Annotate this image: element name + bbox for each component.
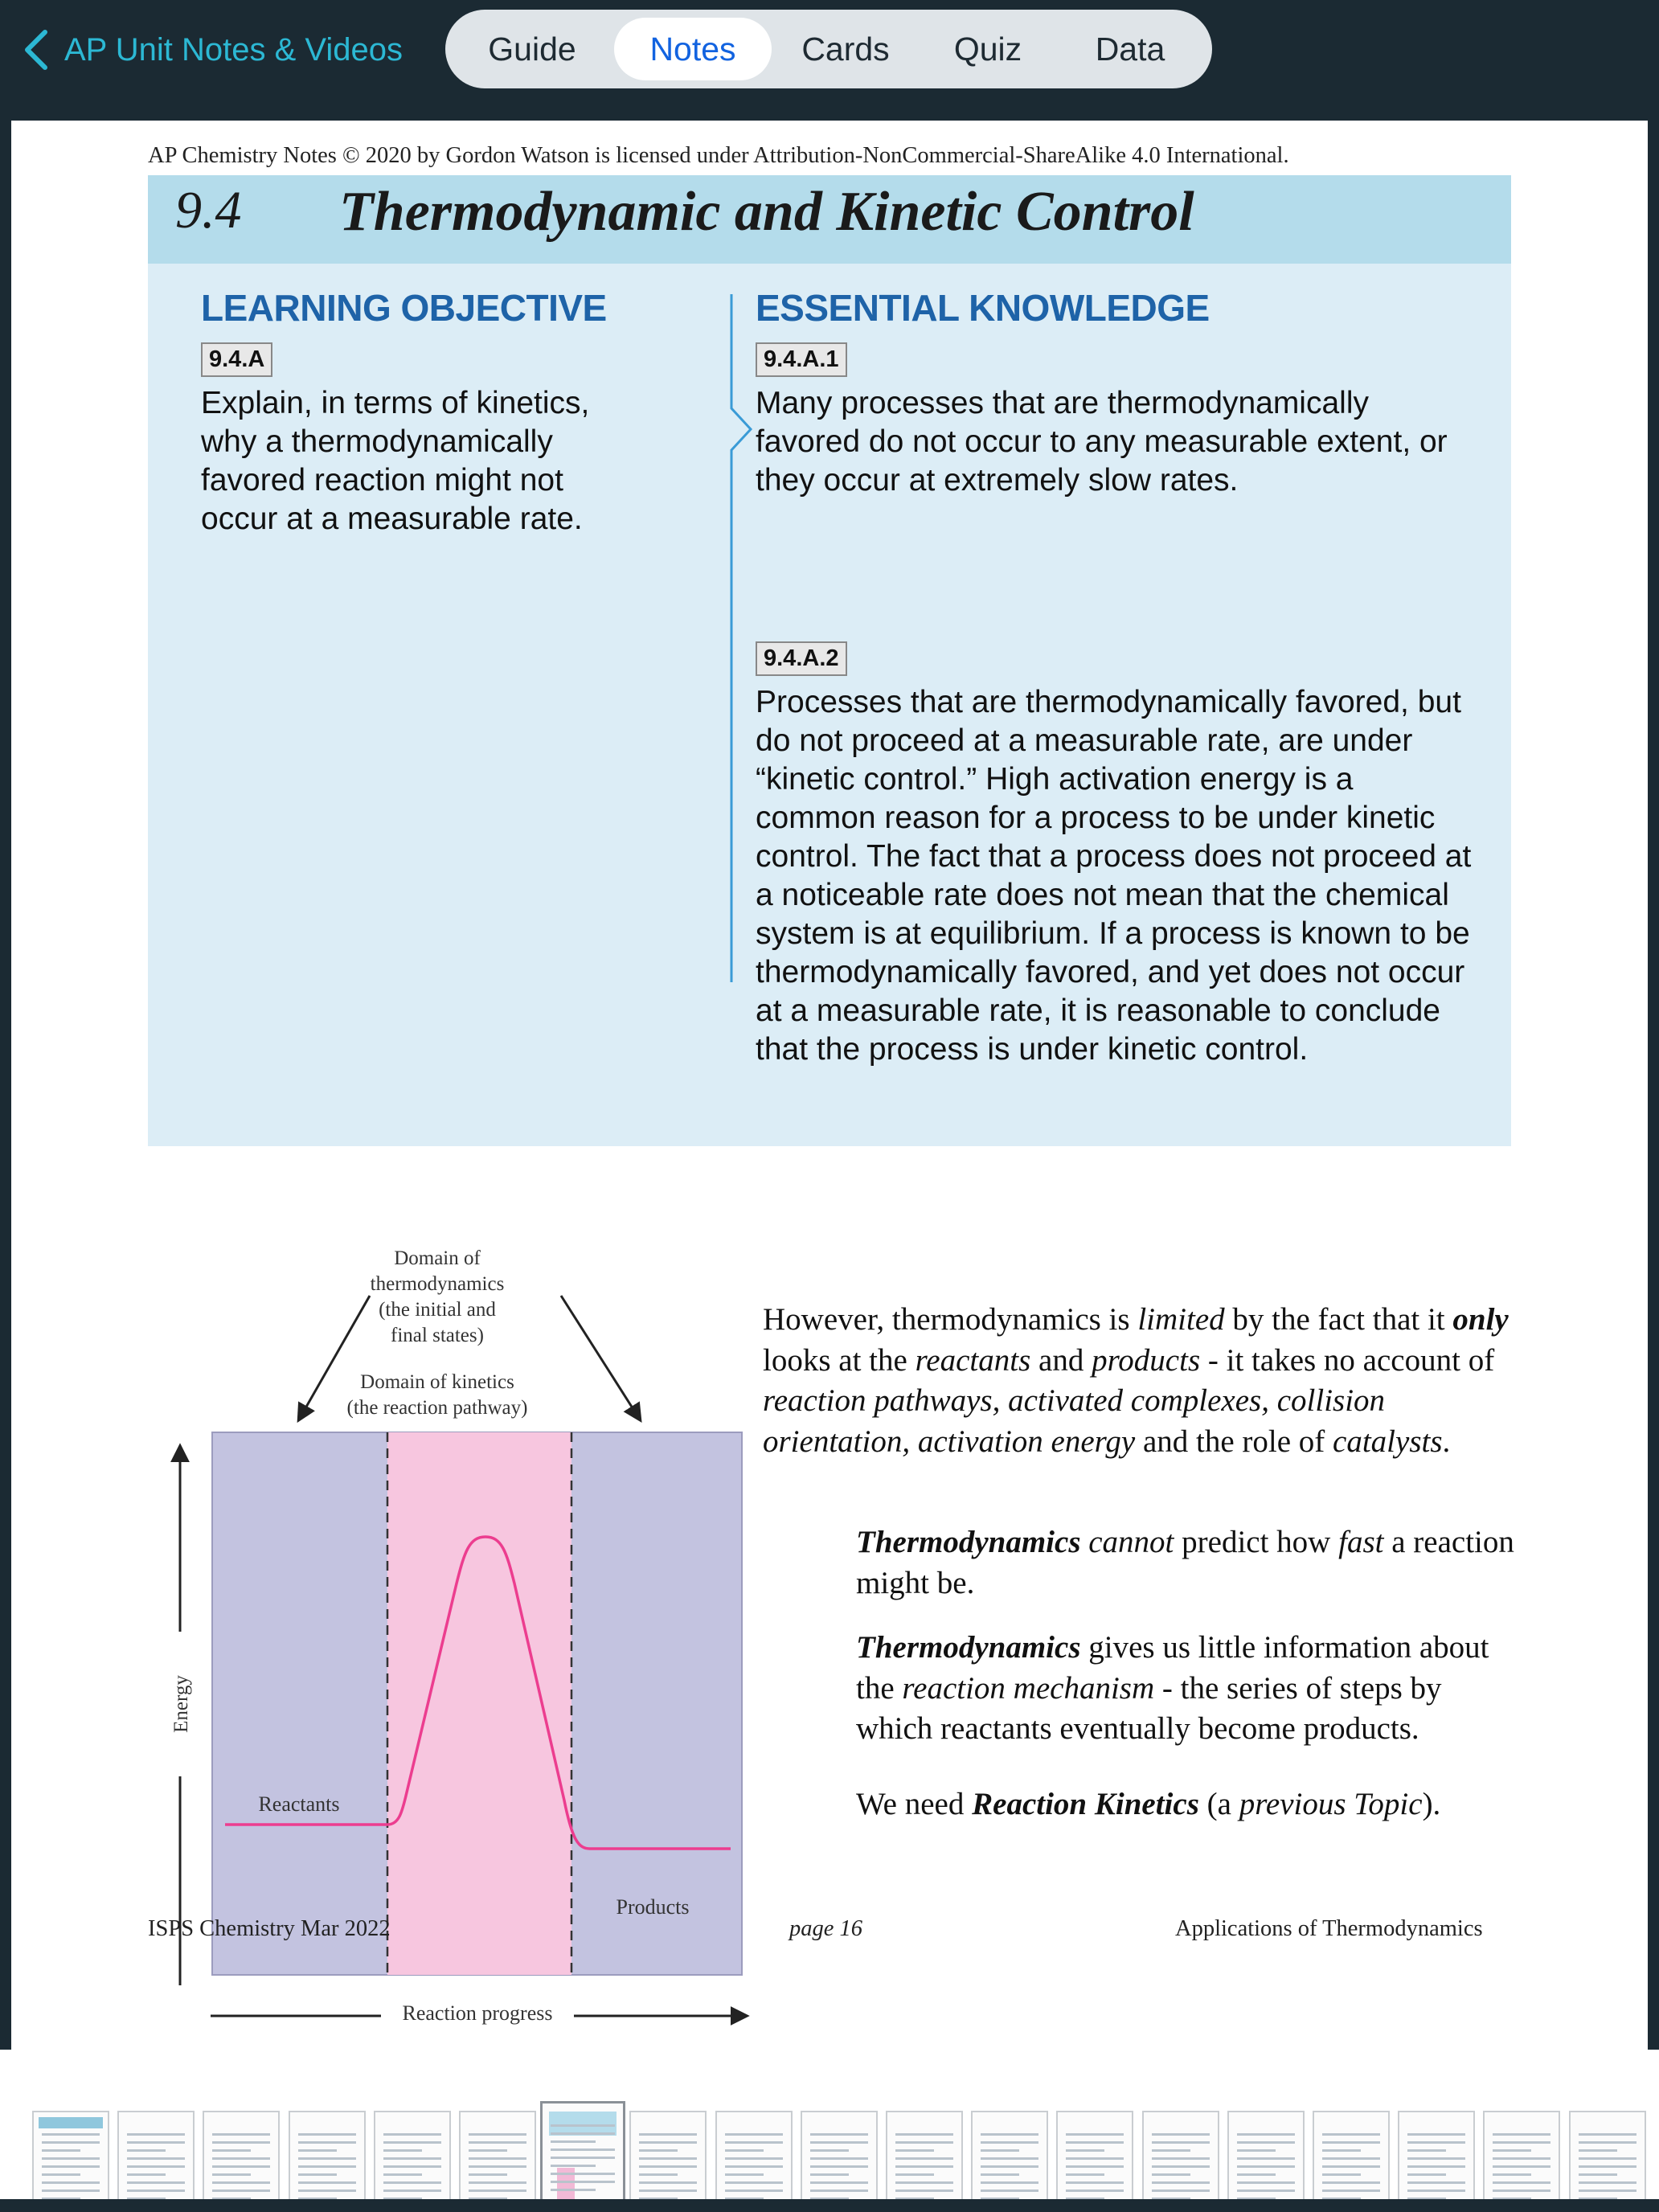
reactants-label: Reactants	[258, 1792, 340, 1816]
learning-objective-heading: LEARNING OBJECTIVE	[201, 287, 607, 329]
page-thumbnail[interactable]	[203, 2111, 280, 2207]
paragraph-speed: Thermodynamics cannot predict how fast a reaction might be.	[856, 1525, 1514, 1600]
paragraph-limitations: However, thermodynamics is limited by the fact that it only looks at the reactants and products - it takes no account of reaction pathways, activated complexes, collision orientation, activation energy and the role of catalysts.	[763, 1302, 1509, 1459]
kinetics-domain-label: Domain of kinetics (the reaction pathway)	[346, 1371, 528, 1419]
arrow-initial-state	[299, 1296, 370, 1419]
page-thumbnail[interactable]	[1227, 2111, 1305, 2207]
page-thumbnail[interactable]	[886, 2111, 963, 2207]
page-thumbnail[interactable]	[801, 2111, 878, 2207]
notes-page[interactable]	[11, 121, 1648, 2050]
page-thumbnail-strip[interactable]	[0, 2050, 1659, 2212]
page-thumbnail[interactable]	[117, 2111, 195, 2207]
page-thumbnail[interactable]	[629, 2111, 707, 2207]
page-thumbnail[interactable]	[32, 2111, 109, 2207]
tab-notes[interactable]: Notes	[614, 18, 772, 80]
column-divider-bracket	[711, 294, 759, 982]
y-axis-label: Energy	[170, 1632, 193, 1776]
objective-code: 9.4.A	[201, 342, 272, 377]
tab-guide[interactable]: Guide	[488, 30, 576, 68]
arrow-final-state	[561, 1296, 640, 1419]
essential-knowledge-heading: ESSENTIAL KNOWLEDGE	[756, 287, 1210, 329]
tab-data[interactable]: Data	[1095, 30, 1165, 68]
page-thumbnail[interactable]	[1056, 2111, 1133, 2207]
page-thumbnail[interactable]	[459, 2111, 536, 2207]
objectives-box	[148, 264, 1511, 1146]
products-label: Products	[616, 1895, 690, 1919]
x-axis-label: Reaction progress	[381, 2001, 574, 2026]
tab-cards[interactable]: Cards	[801, 30, 890, 68]
paragraph-kinetics: We need Reaction Kinetics (a previous Topic).	[856, 1787, 1441, 1821]
footer-left: ISPS Chemistry Mar 2022	[148, 1916, 391, 1941]
knowledge-code-2: 9.4.A.2	[756, 641, 847, 676]
footer-page-number: page 16	[789, 1916, 863, 1941]
page-thumbnail[interactable]	[1398, 2111, 1475, 2207]
back-button[interactable]	[23, 24, 403, 76]
section-title: Thermodynamic and Kinetic Control	[339, 181, 1194, 243]
page-thumbnail[interactable]	[1483, 2111, 1560, 2207]
page-thumbnail[interactable]	[715, 2111, 793, 2207]
page-thumbnail[interactable]	[1142, 2111, 1219, 2207]
thermodynamics-domain-label: Domain of thermodynamics (the initial and final states)	[370, 1247, 505, 1346]
section-title-band	[148, 175, 1511, 264]
section-number: 9.4	[175, 181, 242, 240]
license-text: AP Chemistry Notes © 2020 by Gordon Watson is licensed under Attribution-NonCommercial-ShareAlike 4.0 International.	[148, 143, 1289, 168]
page-thumbnail[interactable]	[1569, 2111, 1646, 2207]
objective-text: Explain, in terms of kinetics, why a thermodynamically favored reaction might not occur at a measurable rate.	[201, 386, 590, 536]
top-navigation-bar	[0, 0, 1659, 121]
knowledge-text-1: Many processes that are thermodynamically favored do not occur to any measurable extent, or they occur at extremely slow rates.	[756, 386, 1448, 498]
back-button-label: AP Unit Notes & Videos	[64, 31, 403, 68]
page-thumbnail[interactable]	[374, 2111, 451, 2207]
page-thumbnail[interactable]	[1313, 2111, 1390, 2207]
knowledge-code-1: 9.4.A.1	[756, 342, 847, 377]
page-thumbnail[interactable]	[540, 2101, 625, 2209]
page-thumbnail[interactable]	[971, 2111, 1048, 2207]
footer-right: Applications of Thermodynamics	[1175, 1916, 1483, 1941]
chevron-left-icon	[23, 29, 50, 71]
view-segmented-control	[445, 10, 1212, 88]
knowledge-text-2: Processes that are thermodynamically favored, but do not proceed at a measurable rate, are under “kinetic control.” High activation energy is a common reason for a process to be under kinetic control. The fact that a process does not proceed at a noticeable rate does not mean that the chemical system is at equilibrium. If a process is known to be thermodynamically favored, and yet does not occur at a measurable rate, it is reasonable to conclude that the process is under kinetic control.	[756, 685, 1472, 1067]
paragraph-mechanism: Thermodynamics gives us little information about the reaction mechanism - the series of steps by which reactants eventually become products.	[856, 1630, 1489, 1746]
kinetics-region	[387, 1432, 571, 1975]
bottom-bar	[0, 2199, 1659, 2212]
energy-diagram	[148, 1117, 759, 2050]
tab-quiz[interactable]: Quiz	[953, 30, 1022, 68]
page-thumbnail[interactable]	[289, 2111, 366, 2207]
